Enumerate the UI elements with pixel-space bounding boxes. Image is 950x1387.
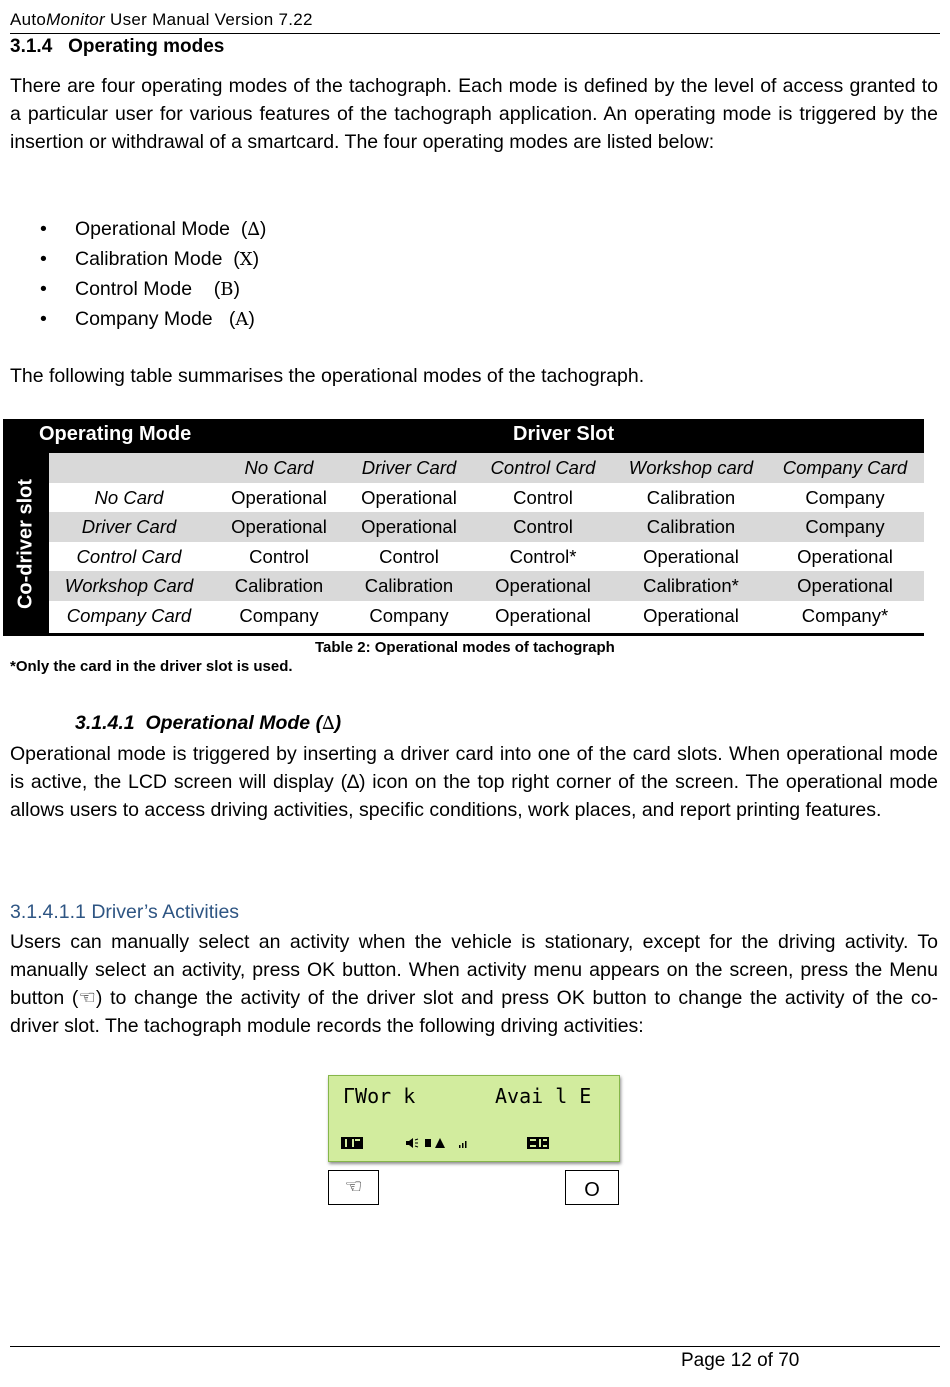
table-row [49, 542, 924, 572]
menu-button[interactable] [328, 1170, 379, 1205]
table-row [49, 571, 924, 601]
co-driver-slot-label: Co-driver slot [14, 478, 37, 610]
subsection-title-end: ) [334, 712, 342, 734]
subsection-title-text: 3.1.4.1 Operational Mode ( [75, 712, 323, 734]
lcd-codriver-activity: Avai l E [495, 1084, 592, 1108]
operational-mode-symbol: ∆ [247, 219, 260, 240]
table-cell: Company [805, 516, 885, 538]
bullet-icon: • [40, 218, 47, 240]
table-column-header-row [49, 453, 924, 483]
table-cell: Calibration* [643, 575, 739, 597]
header-prefix: Auto [10, 10, 47, 29]
speaker-icon [405, 1136, 419, 1150]
card-slot-2-icon [527, 1136, 551, 1150]
table-cell: Operational [495, 605, 591, 626]
row-header: Workshop Card [64, 575, 194, 597]
table-cell: Company [369, 605, 449, 626]
table-bottom-rule [3, 633, 924, 636]
lcd-driver-activity: ΓWor k [343, 1084, 416, 1108]
document-header [10, 10, 313, 30]
table-cell: Company [239, 605, 319, 626]
table-cell: Operational [231, 486, 327, 508]
table-cell: Calibration [646, 486, 736, 508]
header-suffix: User Manual Version 7.22 [104, 10, 313, 29]
table-side-bar [3, 453, 49, 635]
table-cell: Control [249, 545, 309, 567]
ok-button-label: O [584, 1179, 600, 1201]
table-header [3, 419, 924, 453]
mode-end: ) [233, 278, 240, 300]
mode-label: Control Mode ( [75, 278, 221, 300]
table-cell: Operational [495, 575, 591, 597]
section-title: 3.1.4 Operating modes [10, 36, 225, 57]
row-header: Company Card [66, 605, 192, 626]
table-row [49, 483, 924, 513]
column-header: Company Card [782, 457, 908, 478]
header-divider [10, 33, 940, 34]
table-cell: Company [805, 486, 885, 508]
table-cell: Operational [797, 575, 893, 597]
operational-mode-symbol: ∆ [322, 713, 335, 734]
signal-icons [425, 1136, 471, 1150]
table-cell: Company* [801, 605, 889, 626]
table-cell: Calibration [646, 516, 736, 538]
table-intro: The following table summarises the operational modes of the tachograph. [10, 365, 645, 387]
header-brand: Monitor [46, 10, 105, 29]
lcd-display [328, 1075, 620, 1162]
bullet-icon: • [40, 278, 47, 300]
intro-paragraph: There are four operating modes of the tachograph. Each mode is defined by the level of access granted to a particular user for various features of the tachograph application. An operating mode is triggered by the insertion or withdrawal of a smartcard. The four operating modes are listed below: [10, 75, 938, 153]
table-cell: Calibration [364, 575, 454, 597]
table-footnote: *Only the card in the driver slot is used. [10, 658, 293, 675]
mode-label: Calibration Mode ( [75, 248, 240, 270]
table-cell: Operational [361, 516, 457, 538]
row-header: No Card [94, 486, 164, 508]
mode-label: Operational Mode ( [75, 218, 248, 240]
table-cell: Control [513, 516, 573, 538]
control-mode-symbol: B [220, 279, 234, 300]
column-header: Control Card [490, 457, 596, 478]
bullet-icon: • [40, 248, 47, 270]
table-cell: Operational [643, 545, 739, 567]
subsection-body: Operational mode is triggered by inserting a driver card into one of the card slots. When operational mode is active, the LCD screen will display (∆) icon on the top right corner of the screen. The operational mode allows users to access driving activities, specific conditions, work places, and report printing features. [10, 743, 938, 821]
company-mode-symbol: A [235, 309, 249, 330]
table-cell: Control* [509, 545, 577, 567]
header-driver-slot: Driver Slot [513, 423, 615, 445]
menu-hand-icon: ☜ [344, 1176, 363, 1198]
table-row [49, 512, 924, 542]
table-cell: Control [513, 486, 573, 508]
table-cell: Operational [797, 545, 893, 567]
column-header: No Card [244, 457, 314, 478]
ok-button[interactable] [565, 1170, 619, 1205]
subsection-title [75, 712, 341, 735]
operating-modes-table [3, 419, 924, 635]
page-number: Page 12 of 70 [681, 1350, 800, 1371]
mode-end: ) [248, 308, 255, 330]
table-cell: Operational [643, 605, 739, 626]
table-cell: Operational [361, 486, 457, 508]
column-header: Driver Card [361, 457, 457, 478]
subsubsection-title: 3.1.4.1.1 Driver’s Activities [10, 901, 240, 923]
card-slot-1-icon [341, 1136, 365, 1150]
mode-end: ) [252, 248, 260, 270]
subsubsection-body: Users can manually select an activity when the vehicle is stationary, except for the driving activity. To manually select an activity, press OK button. When activity menu appears on the screen, press the Menu button (☜) to change the activity of the driver slot and press OK button to change the activity of the co-driver slot. The tachograph module records the following driving activities: [10, 931, 938, 1037]
table-cell: Calibration [234, 575, 324, 597]
table-cell: Control [379, 545, 439, 567]
footer-divider [10, 1346, 940, 1347]
column-header: Workshop card [628, 457, 754, 478]
mode-end: ) [259, 218, 267, 240]
calibration-mode-symbol: X [239, 249, 253, 270]
bullet-icon: • [40, 308, 47, 330]
table-cell: Operational [231, 516, 327, 538]
table-caption: Table 2: Operational modes of tachograph [315, 639, 615, 656]
mode-label: Company Mode ( [75, 308, 236, 330]
row-header: Driver Card [81, 516, 177, 538]
header-operating-mode: Operating Mode [39, 423, 192, 445]
table-row [49, 601, 924, 631]
row-header: Control Card [76, 545, 182, 567]
